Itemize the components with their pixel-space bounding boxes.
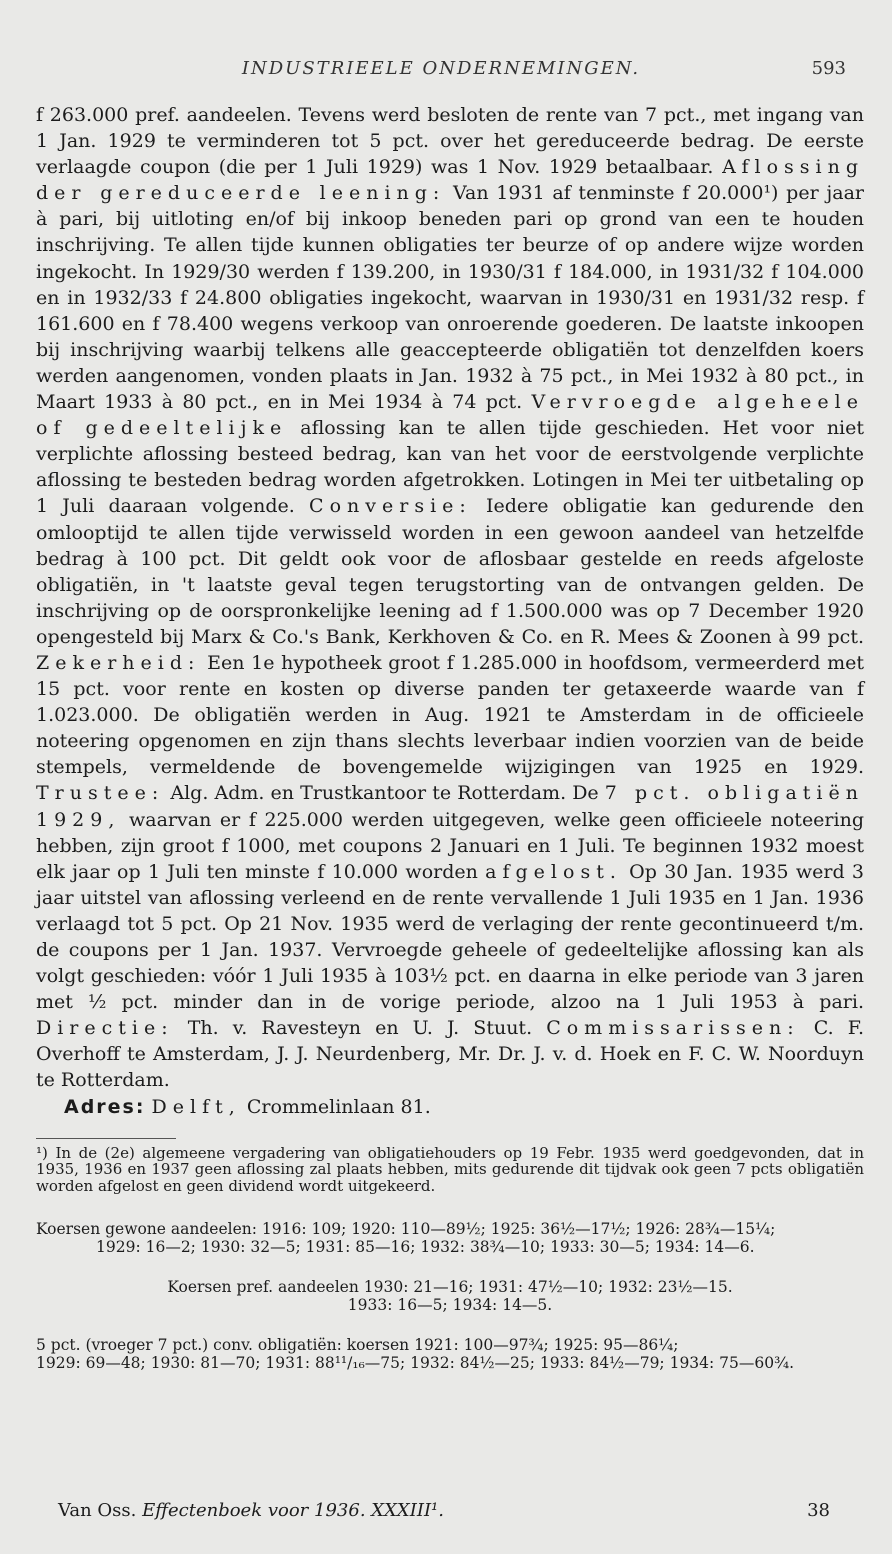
- footnote-divider: [36, 1138, 176, 1139]
- heading-commissarissen: Commissarissen:: [546, 1017, 800, 1040]
- footer-volume: XXXIII¹.: [371, 1500, 444, 1521]
- heading-zekerheid: Zekerheid:: [36, 651, 201, 674]
- text-run: aflossing kan te allen tijde geschieden. Het voor niet verplichte aflossing besteed bedrag, kan van het voor de eerstvolgende verplichte aflossing te besteden bedrag worden afgetrokken. Lotingen in Mei ter uitbetaling op 1 Juli daaraan volgende.: [36, 417, 865, 518]
- address-line: [36, 1094, 864, 1120]
- heading-afgelost: afgelost.: [485, 860, 622, 883]
- text-run: waarvan er f 225.000 werden uitgegeven, welke geen officieele noteering hebben, zijn groot f 1000, met coupons 2 Januari en 1 Juli. Te beginnen 1932 moest elk jaar op 1 Juli ten minste f 10.000 worden: [36, 808, 864, 883]
- running-header: [36, 58, 846, 88]
- heading-directie: Directie:: [36, 1017, 174, 1040]
- body-paragraph: [36, 102, 864, 1094]
- text-run: Van 1931 af tenminste f 20.000¹) per jaar à pari, bij uitloting en/of bij inkoop beneden pari op grond van een te houden inschrijving. Te allen tijde kunnen obligaties ter beurze of op andere wijze worden ingekocht. In 1929/30 werden f 139.200, in 1930/31 f 184.000, in 1931/32 f 104.000 en in 1932/33 f 24.800 obligaties ingekocht, waarvan in 1930/31 en 1931/32 resp. f 161.600 en f 78.400 wegens verkoop van onroerende goederen. De laatste inkoopen bij inschrijving waarbij telkens alle geaccepteerde obligatiën tot denzelfden koers werden aangenomen, vonden plaats in Jan. 1932 à 75 pct., in Mei 1932 à 80 pct., in Maart 1933 à 80 pct., en in Mei 1934 à 74 pct.: [36, 182, 865, 414]
- page-footer: [58, 1500, 830, 1528]
- price-quotes: [36, 1220, 864, 1372]
- footer-imprint: [58, 1500, 444, 1521]
- quote-line: 1933: 16—5; 1934: 14—5.: [347, 1296, 553, 1315]
- quote-line: 5 pct. (vroeger 7 pct.) conv. obligatiën: koersen 1921: 100—97¾; 1925: 95—86¼;: [36, 1336, 679, 1355]
- heading-trustee: Trustee:: [36, 782, 165, 805]
- quote-line: Koersen gewone aandeelen: 1916: 109; 1920: 110—89½; 1925: 36½—17½; 1926: 28¾—15¼;: [36, 1220, 776, 1239]
- heading-aflossing: Aflossing der gereduceerde leening:: [36, 156, 864, 205]
- text-run: Alg. Adm. en Trustkantoor te Rotterdam. De: [164, 782, 605, 805]
- footer-author: Van Oss.: [58, 1500, 137, 1521]
- heading-conversie: Conversie:: [309, 495, 472, 518]
- footer-book-title: Effectenboek voor 1936.: [142, 1500, 366, 1521]
- heading-vervroegde: Vervroegde algeheele of gedeeltelijke: [36, 391, 864, 440]
- address-street: Crommelinlaan 81.: [240, 1095, 431, 1118]
- footnote: ¹) In de (2e) algemeene vergadering van obligatiehouders op 19 Febr. 1935 werd goedgevonden, dat in 1935, 1936 en 1937 geen aflossing zal plaats hebben, mits gedurende dit tijdvak ook geen 7 pcts obligatiën worden afgelost en geen dividend wordt uitgekeerd.: [36, 1143, 864, 1195]
- quotes-preference-shares: [36, 1278, 864, 1314]
- quotes-ordinary-shares: [36, 1220, 864, 1256]
- text-run: Th. v. Ravesteyn en U. J. Stuut.: [173, 1017, 547, 1040]
- quote-line: 1929: 16—2; 1930: 32—5; 1931: 85—16; 1932: 38¾—10; 1933: 30—5; 1934: 14—6.: [96, 1238, 755, 1257]
- address-city: Delft,: [151, 1095, 241, 1118]
- running-title: INDUSTRIEELE ONDERNEMINGEN.: [241, 58, 641, 79]
- quote-line: 1929: 69—48; 1930: 81—70; 1931: 88¹¹/₁₆—75; 1932: 84½—25; 1933: 84½—79; 1934: 75—60¾.: [36, 1354, 795, 1373]
- address-label: Adres:: [64, 1095, 146, 1118]
- text-run: Op 30 Jan. 1935 werd 3 jaar uitstel van aflossing verleend en de rente vervallende 1 Juli 1935 en 1 Jan. 1936 verlaagd tot 5 pct. Op 21 Nov. 1935 werd de verlaging der rente gecontinueerd t/m. de coupons per 1 Jan. 1937. Vervroegde geheele of gedeeltelijke aflossing kan als volgt geschieden: vóór 1 Juli 1935 à 103½ pct. en daarna in elke periode van 3 jaren met ½ pct. minder dan in de vorige periode, alzoo na 1 Juli 1953 à pari.: [36, 860, 864, 1014]
- text-run: f 263.000 pref. aandeelen. Tevens werd besloten de rente van 7 pct., met ingang van 1 Jan. 1929 te verminderen tot 5 pct. over het gereduceerde bedrag. De eerste verlaagde coupon (die per 1 Juli 1929) was 1 Nov. 1929 betaalbaar.: [36, 104, 864, 179]
- main-text: [36, 102, 864, 1394]
- text-run: C. F. Overhoff te Amsterdam, J. J. Neurdenberg, Mr. Dr. J. v. d. Hoek en F. C. W. Noorduyn te Rotterdam.: [36, 1017, 865, 1092]
- text-run: Een 1e hypotheek groot f 1.285.000 in hoofdsom, vermeerderd met 15 pct. voor rente en kosten op diverse panden ter getaxeerde waarde van f 1.023.000. De obligatiën werden in Aug. 1921 te Amsterdam in de officieele noteering opgenomen en zijn thans slechts leverbaar indien voorzien van de beide stempels, vermeldende de bovengemelde wijzigingen van 1925 en 1929.: [36, 651, 864, 779]
- footer-sheet-number: 38: [807, 1500, 830, 1521]
- quotes-convertible-bonds: [36, 1336, 864, 1372]
- heading-obligaties-1929: 7 pct. obligatiën 1929,: [36, 782, 864, 831]
- page-number: 593: [811, 58, 846, 79]
- text-run: Iedere obligatie kan gedurende den omlooptijd te allen tijde verwisseld worden in een gewoon aandeel van hetzelfde bedrag à 100 pct. Dit geldt ook voor de aflosbaar gestelde en reeds afgeloste obligatiën, in 't laatste geval tegen terugstorting van de ontvangen gelden. De inschrijving op de oorspronkelijke leening ad f 1.500.000 was op 7 December 1920 opengesteld bij Marx & Co.'s Bank, Kerkhoven & Co. en R. Mees & Zoonen à 99 pct.: [36, 495, 864, 648]
- quote-line: Koersen pref. aandeelen 1930: 21—16; 1931: 47½—10; 1932: 23½—15.: [167, 1278, 733, 1297]
